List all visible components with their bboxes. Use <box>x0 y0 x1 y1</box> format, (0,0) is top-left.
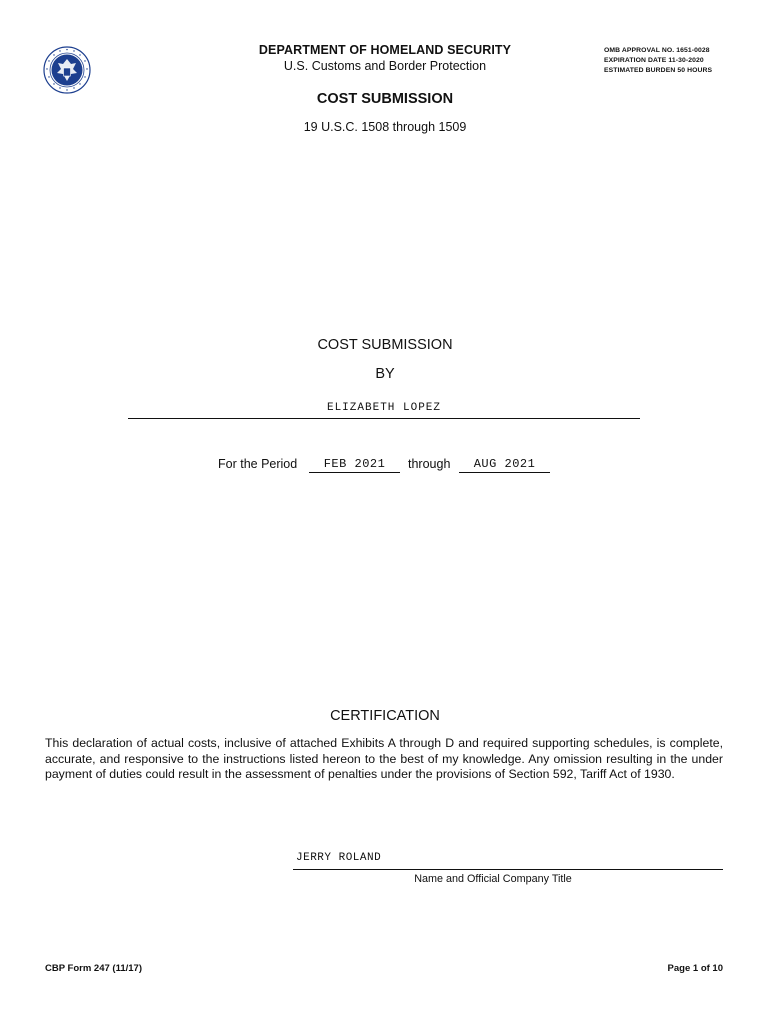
document-title: COST SUBMISSION <box>316 91 454 107</box>
omb-estimated-burden: ESTIMATED BURDEN 50 HOURS <box>604 67 713 74</box>
omb-info <box>604 46 712 76</box>
omb-approval-number: OMB APPROVAL NO. 1651-0028 <box>604 47 710 54</box>
through-label: through <box>408 457 451 471</box>
submitter-name-field[interactable]: ELIZABETH LOPEZ <box>326 402 442 414</box>
certification-text: This declaration of actual costs, inclusive of attached Exhibits A through D and required supporting schedules, is complete, accurate, and responsive to the instructions listed hereon to the best of my knowledge. Any omission resulting in the under payment of duties could result in the assessment of penalties under the provisions of Section 592, Tariff Act of 1930. <box>45 736 723 781</box>
submission-heading: COST SUBMISSION <box>317 337 453 353</box>
omb-expiration-date: EXPIRATION DATE 11-30-2020 <box>604 57 704 64</box>
agency-name: U.S. Customs and Border Protection <box>283 59 487 73</box>
period-label: For the Period <box>218 457 298 471</box>
period-from-field[interactable]: FEB 2021 <box>323 457 386 471</box>
by-label: BY <box>375 366 395 382</box>
period-to-underline <box>459 472 550 473</box>
period-from-underline <box>309 472 400 473</box>
submitter-underline <box>128 418 640 419</box>
department-name: DEPARTMENT OF HOMELAND SECURITY <box>258 43 512 57</box>
signer-name-field[interactable]: JERRY ROLAND <box>296 852 382 864</box>
dhs-seal-icon <box>43 46 91 94</box>
signer-underline <box>293 869 723 870</box>
form-identifier: CBP Form 247 (11/17) <box>45 963 142 974</box>
page-number: Page 1 of 10 <box>667 963 723 974</box>
period-to-field[interactable]: AUG 2021 <box>473 457 536 471</box>
signer-caption: Name and Official Company Title <box>414 873 572 885</box>
statute-reference: 19 U.S.C. 1508 through 1509 <box>303 120 467 134</box>
certification-heading: CERTIFICATION <box>330 708 440 724</box>
